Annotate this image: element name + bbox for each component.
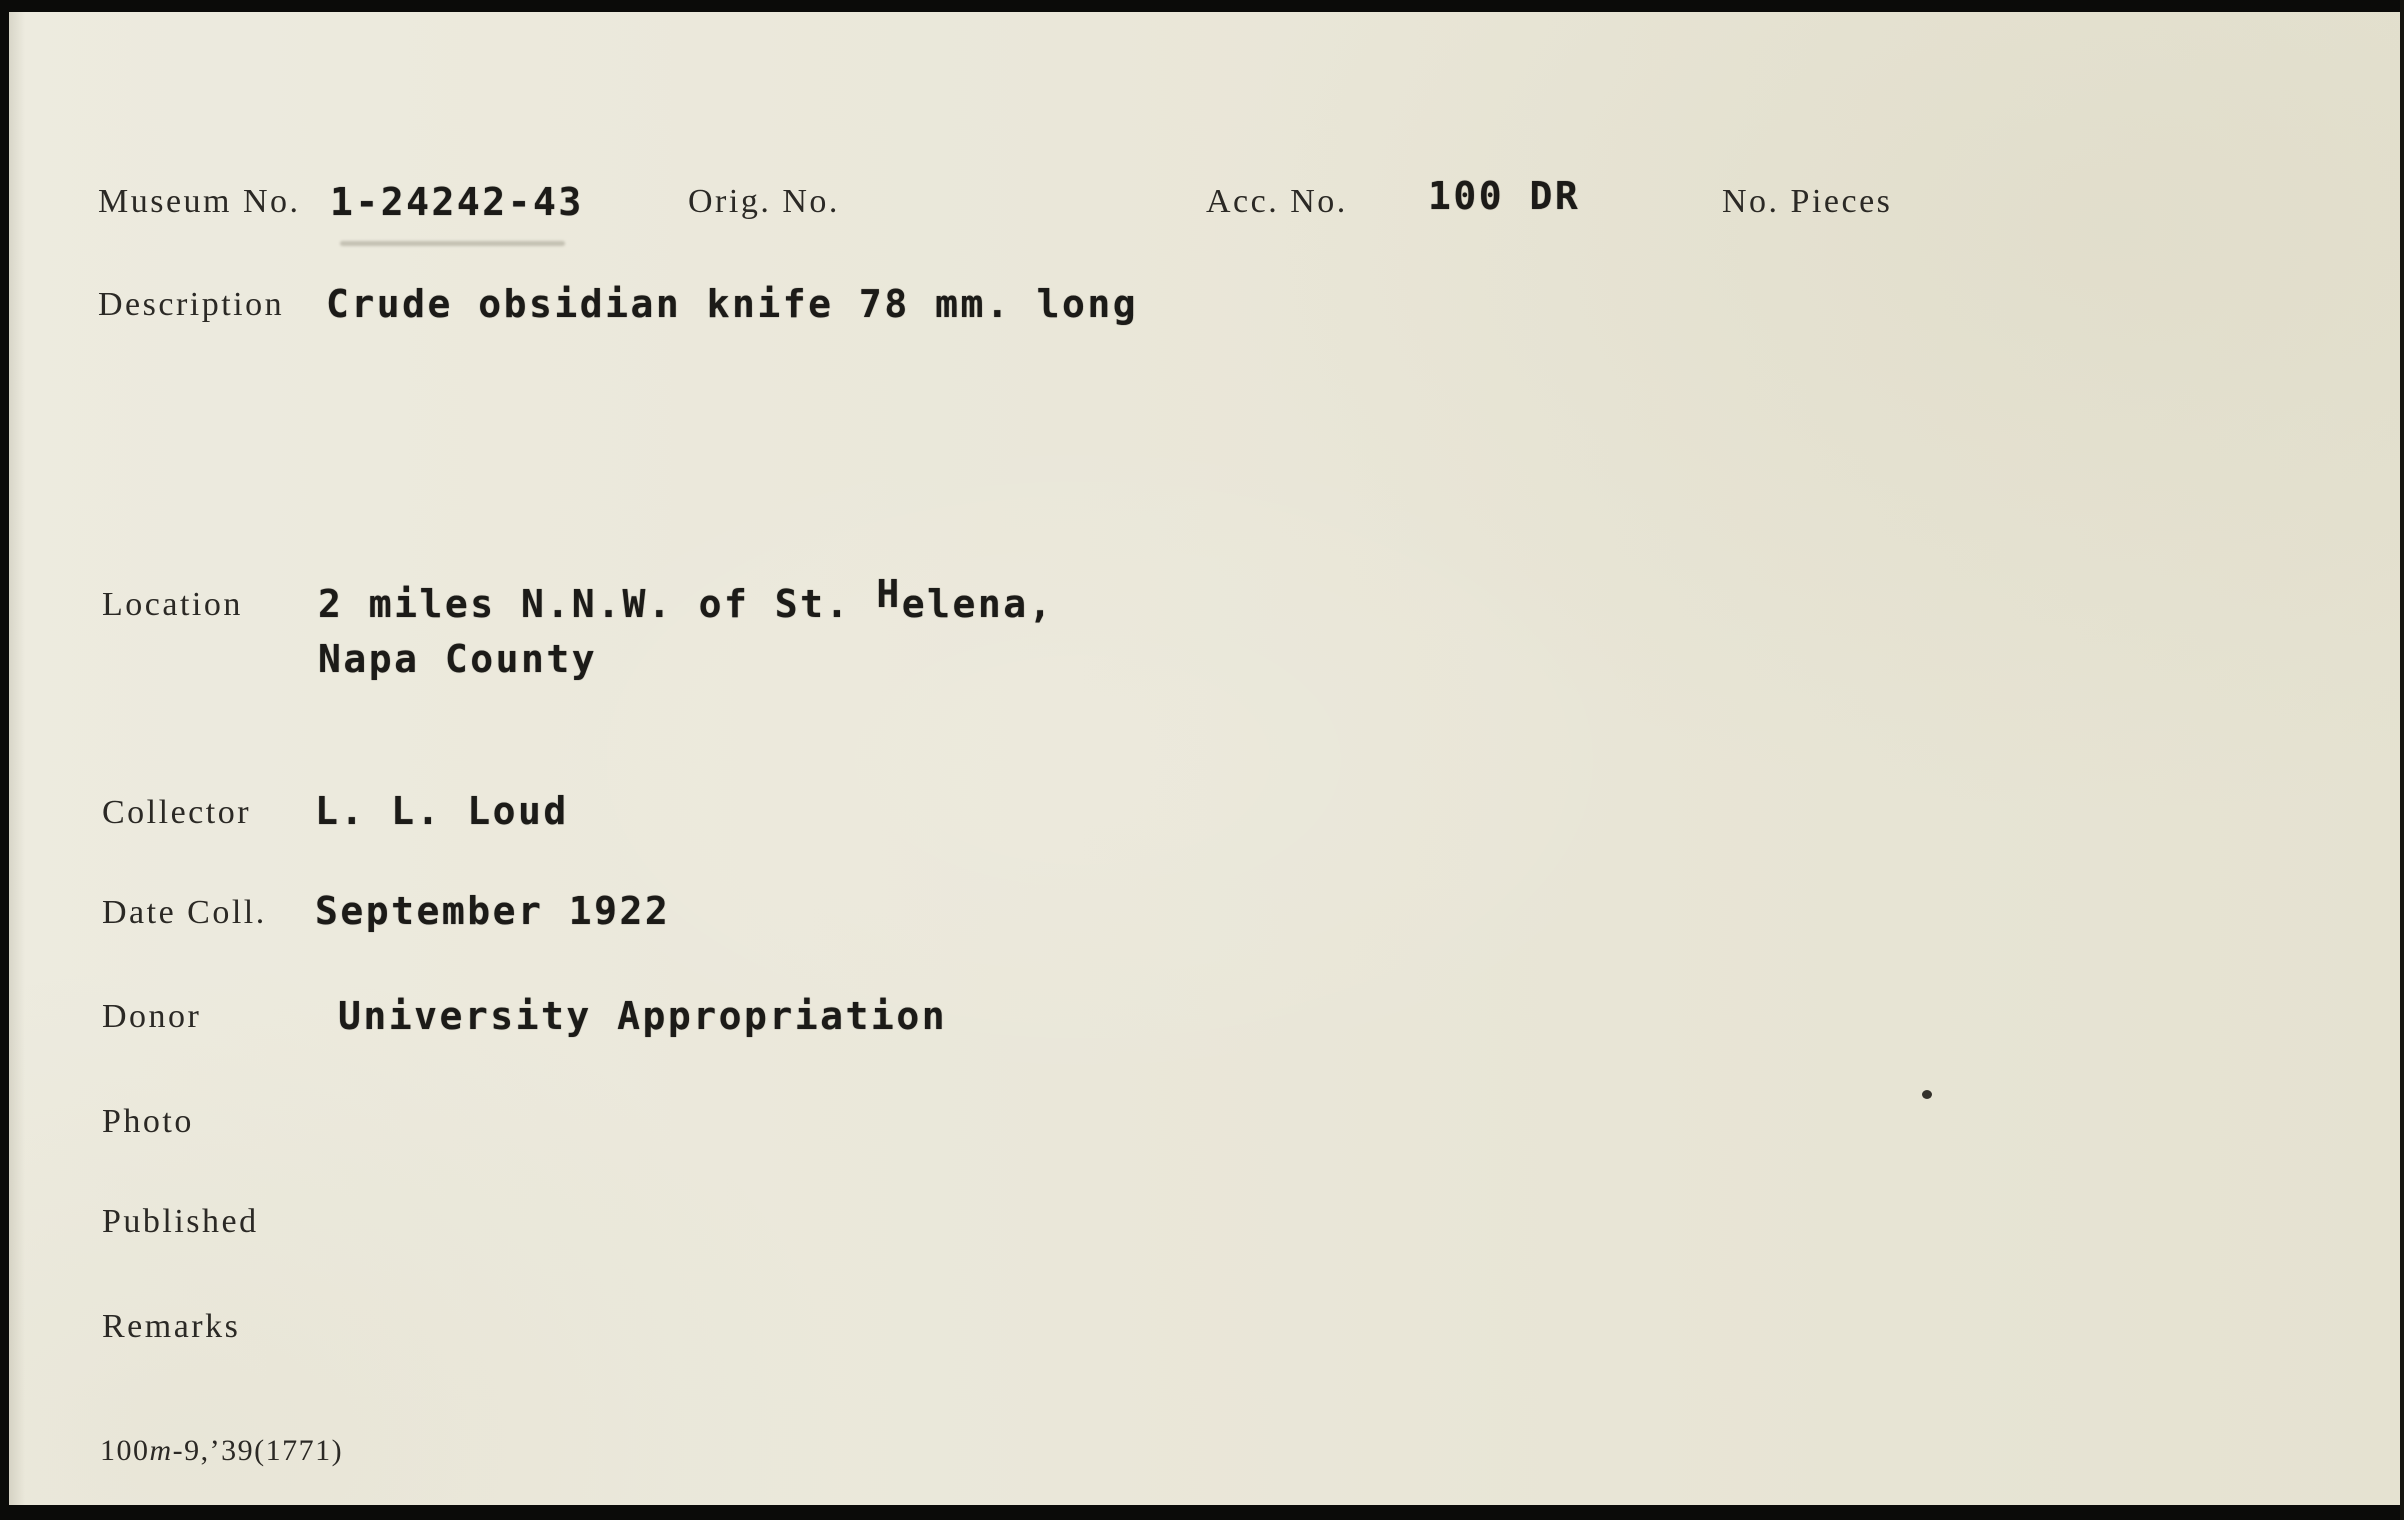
date-coll-value: September 1922 <box>315 889 671 933</box>
date-coll-label: Date Coll. <box>102 894 267 931</box>
form-number-post: -9,’39(1771) <box>172 1434 344 1467</box>
photo-label: Photo <box>102 1103 194 1140</box>
orig-no-label: Orig. No. <box>688 183 840 220</box>
acc-no-label: Acc. No. <box>1206 183 1348 220</box>
museum-no-label: Museum No. <box>98 183 301 220</box>
no-pieces-label: No. Pieces <box>1722 183 1893 220</box>
collector-value: L. L. Loud <box>315 789 569 833</box>
form-number-pre: 100 <box>100 1434 150 1467</box>
location-label: Location <box>102 586 243 623</box>
donor-value: University Appropriation <box>338 994 948 1038</box>
scan-edge-top <box>0 0 2404 12</box>
acc-no-value: 100 DR <box>1428 174 1581 218</box>
location-line1-post: elena, <box>901 582 1054 626</box>
ink-speck <box>1922 1090 1932 1099</box>
location-line1-pre: 2 miles N.N.W. of St. <box>318 582 877 626</box>
form-number-italic-m: m <box>149 1434 173 1467</box>
paper-edge-shadow <box>9 12 25 1505</box>
scan-edge-left <box>0 0 9 1520</box>
remarks-label: Remarks <box>102 1308 241 1345</box>
collector-label: Collector <box>102 794 252 831</box>
description-value: Crude obsidian knife 78 mm. long <box>326 282 1139 326</box>
museum-no-value: 1-24242-43 <box>330 180 584 224</box>
donor-label: Donor <box>102 998 202 1035</box>
description-label: Description <box>98 286 285 323</box>
form-number <box>100 1436 343 1466</box>
published-label: Published <box>102 1203 259 1240</box>
ink-smear <box>340 241 565 246</box>
location-line1-raised-h: H <box>876 572 902 616</box>
scan-edge-right <box>2400 0 2404 1520</box>
location-value-line2: Napa County <box>318 637 598 681</box>
location-value-line1 <box>318 572 1054 626</box>
scan-edge-bottom <box>0 1505 2404 1520</box>
